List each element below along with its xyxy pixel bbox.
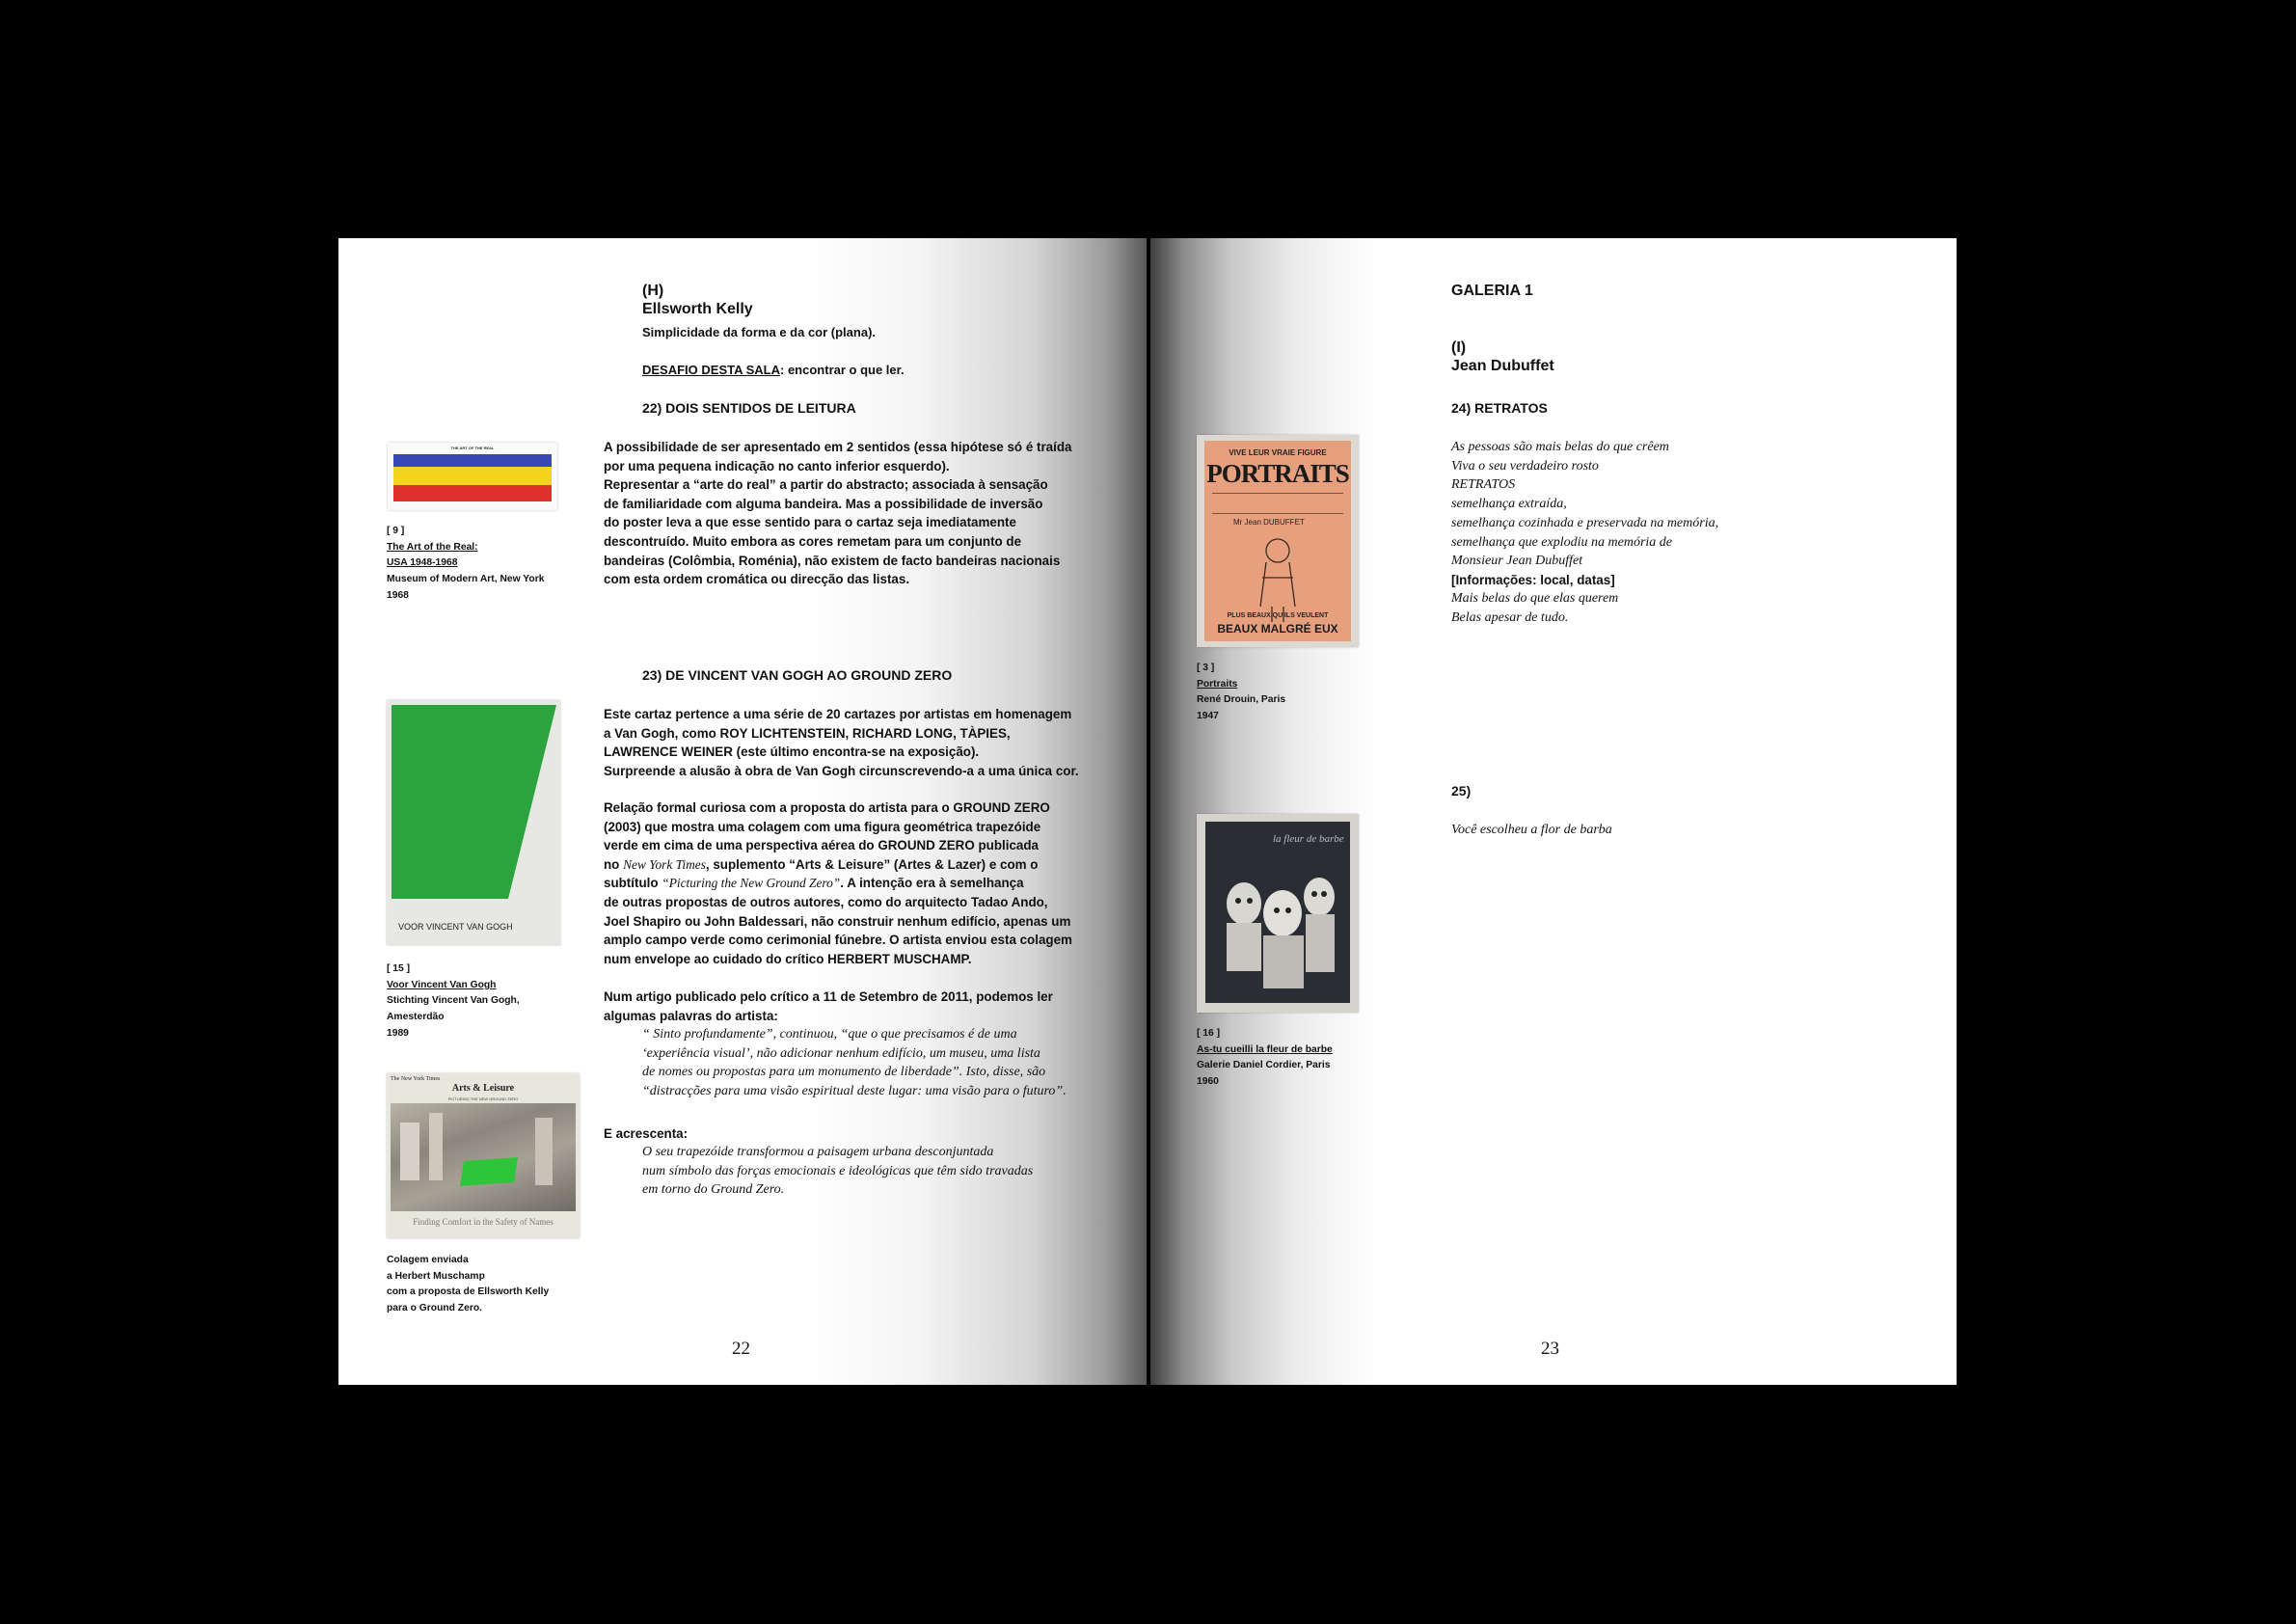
portraits-poster-face — [1204, 441, 1351, 641]
item-22-heading: 22) DOIS SENTIDOS DE LEITURA — [642, 400, 856, 416]
caption-16-gallery: Galerie Daniel Cordier, Paris — [1197, 1060, 1331, 1071]
caption-16-title: As-tu cueilli la fleur de barbe — [1197, 1043, 1333, 1055]
caption-9-number: [ 9 ] — [387, 526, 405, 536]
aerial-photo — [391, 1103, 576, 1211]
portraits-figure-drawing — [1204, 529, 1351, 626]
caption-collage-line-3: com a proposta de Ellsworth Kelly — [387, 1286, 550, 1298]
item-24-poem-end: Mais belas do que elas querem Belas apesar de tudo. — [1451, 591, 1619, 625]
nyt-collage-image — [387, 1073, 580, 1238]
gallery-title: GALERIA 1 — [1451, 283, 1533, 299]
caption-collage — [387, 1253, 549, 1317]
nyt-reference: New York Times — [623, 856, 706, 872]
caption-3-publisher: René Drouin, Paris — [1197, 694, 1286, 706]
caption-16-number: [ 16 ] — [1197, 1028, 1221, 1039]
item-25-heading: 25) — [1451, 783, 1472, 798]
caption-9-year: 1968 — [387, 589, 409, 601]
caption-9-title-2: USA 1948-1968 — [387, 557, 458, 569]
poster-art-of-the-real-title: THE ART OF THE REAL — [450, 446, 495, 450]
item-23-para-2-a: Relação formal curiosa com a proposta do artista para o GROUND ZERO (2003) que mostra uma colagem com uma figura geométrica trapezóide verde em cima de uma perspectiva aérea do GROUND ZERO publicada no — [604, 800, 1050, 872]
kelly-subtitle: Simplicidade da forma e da cor (plana). — [642, 325, 877, 339]
item-22-body: A possibilidade de ser apresentado em 2 sentidos (essa hipótese só é traída por uma pequena indicação no canto inferior esquerdo). Representar a “arte do real” a partir do abstracto; associada à sensação de familiaridade com alguma bandeira. Mas a possibilidade de inversão do poster leva a que esse sentido para o cartaz seja imediatamente descontruído. Muito embora as cores remetam para um conjunto de bandeiras (Colômbia, Roménia), não existem de facto bandeiras nacionais com esta ordem cromática ou direcção das listas. — [604, 440, 1072, 587]
portraits-by: Mr Jean DUBUFFET — [1233, 518, 1305, 527]
nyt-strip: PICTURING THE NEW GROUND ZERO — [447, 1096, 519, 1101]
caption-9-title: The Art of the Real: — [387, 541, 478, 553]
ground-zero-green-trapezoid — [391, 1103, 576, 1211]
nyt-subtitle-reference: “Picturing the New Ground Zero” — [662, 876, 841, 891]
caption-9-institution: Museum of Modern Art, New York — [387, 574, 545, 585]
caption-collage-line-4: para o Ground Zero. — [387, 1303, 482, 1314]
item-23-adds: E acrescenta: — [604, 1126, 689, 1141]
portraits-top-line: VIVE LEUR VRAIE FIGURE — [1229, 448, 1327, 457]
item-23-para-2-c: . A intenção era à semelhança de outras propostas de outros autores, como do arquitecto Tadao Ando, Joel Shapiro ou John Baldessari, não construir nenhum edifício, apenas um amplo campo verde como cerimonial fúnebre. O artista enviou esta colagem num envelope ao cuidado do crítico HERBERT MUSCHAMP. — [604, 876, 1072, 966]
challenge-text: : encontrar o que ler. — [780, 363, 905, 377]
poster-fleur-de-barbe — [1197, 814, 1359, 1013]
room-challenge — [642, 363, 905, 377]
kelly-quote-2: O seu trapezóide transformou a paisagem urbana desconjuntada num símbolo das forças emocionais e ideológicas que têm sido travadas em torno do Ground Zero. — [642, 1145, 1034, 1198]
item-23-para-1: Este cartaz pertence a uma série de 20 cartazes por artistas em homenagem a Van Gogh, como ROY LICHTENSTEIN, RICHARD LONG, TÀPIES, LAWRENCE WEINER (este último encontra-se na exposição). Surpreende a alusão à obra de Van Gogh circunscrevendo-a a uma única cor. — [604, 707, 1079, 778]
artist-name-dubuffet: Jean Dubuffet — [1451, 358, 1554, 374]
artist-name-kelly: Ellsworth Kelly — [642, 301, 753, 317]
left-page — [338, 238, 1147, 1385]
caption-15 — [387, 961, 520, 1042]
flag-stripe-blue — [393, 454, 552, 467]
fleur-figures-drawing — [1205, 822, 1350, 1003]
page-number-right: 23 — [1541, 1339, 1559, 1359]
caption-3-year: 1947 — [1197, 711, 1219, 722]
caption-16 — [1197, 1026, 1333, 1091]
poster-art-of-the-real — [388, 443, 557, 510]
flag-stripe-red — [393, 485, 552, 501]
flag-stripe-yellow — [393, 467, 552, 485]
poster-voor-vincent-van-gogh — [387, 700, 560, 945]
caption-15-city: Amesterdão — [387, 1012, 445, 1023]
caption-collage-line-2: a Herbert Muschamp — [387, 1270, 485, 1282]
nyt-section-title: Arts & Leisure — [451, 1083, 515, 1094]
item-23-heading: 23) DE VINCENT VAN GOGH AO GROUND ZERO — [642, 667, 953, 683]
kelly-quote-1: “ Sinto profundamente”, continuou, “que o que precisamos é de uma ‘experiência visual’, não adicionar nenhum edifício, um museu, uma lista de nomes ou propostas para um monumento de liberdade”. Isto, disse, são “distracções para uma visão espiritual deste lugar: uma visão para o futuro”. — [642, 1027, 1067, 1099]
caption-15-number: [ 15 ] — [387, 963, 411, 974]
challenge-label: DESAFIO DESTA SALA — [642, 363, 781, 377]
item-23-para-2-b: , suplemento “Arts & Leisure” (Artes & Lazer) e com o subtítulo — [604, 856, 1039, 891]
item-24-info: [Informações: local, datas] — [1451, 573, 1615, 587]
item-23-para-2 — [604, 798, 1124, 968]
caption-15-year: 1989 — [387, 1027, 409, 1039]
portraits-handwriting — [1212, 493, 1343, 514]
vangogh-green-trapezoid — [387, 700, 560, 945]
poster-portraits — [1197, 435, 1359, 647]
section-marker-h: (H) — [642, 283, 664, 299]
item-23-para-3: Num artigo publicado pelo crítico a 11 de Setembro de 2011, podemos ler algumas palavras do artista: — [604, 989, 1053, 1023]
nyt-masthead: The New York Times — [391, 1076, 441, 1082]
item-24-poem: As pessoas são mais belas do que crêem Viva o seu verdadeiro rosto RETRATOS semelhança extraída, semelhança cozinhada e preservada na memória, semelhança que explodiu na memória de Monsieur Jean Dubuffet — [1451, 440, 1719, 569]
caption-15-title: Voor Vincent Van Gogh — [387, 979, 497, 990]
caption-3 — [1197, 661, 1285, 725]
item-25-text: Você escolheu a flor de barba — [1451, 823, 1612, 837]
portraits-bottom-1: PLUS BEAUX QU'ILS VEULENT — [1227, 612, 1329, 619]
caption-3-title: Portraits — [1197, 678, 1238, 690]
right-page — [1150, 238, 1957, 1385]
portraits-bottom-2: BEAUX MALGRÉ EUX — [1217, 622, 1338, 636]
caption-3-number: [ 3 ] — [1197, 663, 1215, 673]
caption-9 — [387, 524, 544, 605]
caption-collage-line-1: Colagem enviada — [387, 1255, 469, 1265]
fleur-poster-title: la fleur de barbe — [1273, 833, 1344, 845]
vangogh-poster-label: VOOR VINCENT VAN GOGH — [398, 922, 513, 932]
caption-16-year: 1960 — [1197, 1076, 1219, 1088]
fleur-poster-face — [1205, 822, 1350, 1003]
caption-15-publisher: Stichting Vincent Van Gogh, — [387, 995, 520, 1007]
page-number-left: 22 — [732, 1339, 750, 1359]
nyt-headline: Finding Comfort in the Safety of Names — [413, 1217, 554, 1227]
section-marker-i: (I) — [1451, 339, 1467, 356]
item-24-heading: 24) RETRATOS — [1451, 400, 1548, 416]
portraits-title: PORTRAITS — [1206, 459, 1349, 488]
